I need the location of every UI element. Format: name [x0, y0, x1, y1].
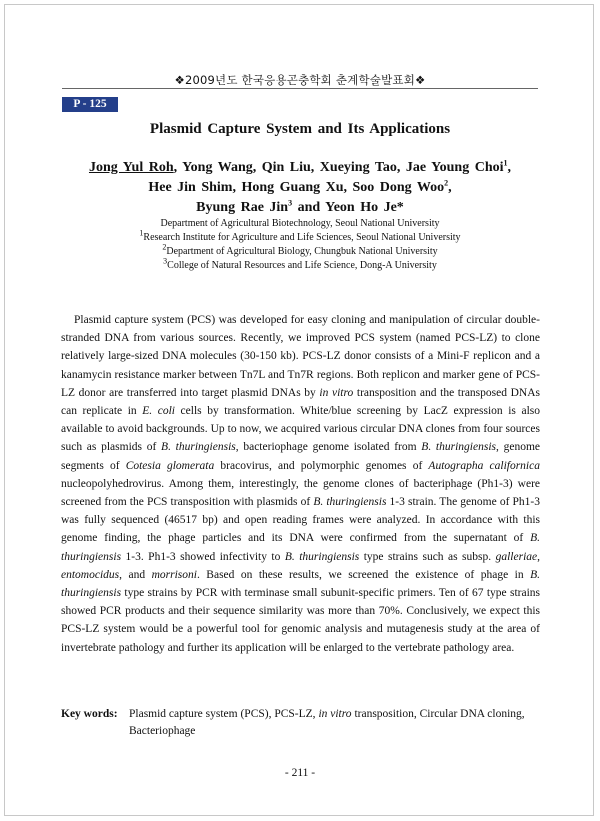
poster-number-badge: P - 125 — [62, 97, 118, 112]
author-list — [60, 158, 540, 218]
affiliation-0: Department of Agricultural Biotechnology, Seoul National University — [160, 218, 440, 229]
paper-title: Plasmid Capture System and Its Applications — [149, 121, 451, 137]
page-number: - 211 - — [284, 767, 316, 779]
affiliation-2: $^2$Department of Agricultural Biology, Chungbuk National University — [162, 242, 438, 257]
affiliation-1: $^1$Research Institute for Agriculture and Life Sciences, Seoul National University — [139, 228, 461, 243]
abstract-body: Plasmid capture system (PCS) was developed for easy cloning and manipulation of circular double-stranded DNA from various sources. Recently, we improved PCS system (named PCS-LZ) to clone relatively large-sized DNA molecules (30-150 kb). PCS-LZ donor consists of a Mini-F replicon and a kanamycin resistance marker between Tn7L and Tn7R regions. Both replicon and marker gene of PCS-LZ donor are transferred into target plasmid DNAs by in vitro transposition and the transposed DNAs can replicate in E. coli cells by transformation. White/blue screening by LacZ expression is also available to avoid backgrounds. Up to now, we acquired various circular DNA clones from four sources such as plasmids of B. thuringiensis, bacteriophage genome isolated from B. thuringiensis, genome segments of Cotesia glomerata bracovirus, and polymorphic genomes of Autographa californica nucleopolyhedrovirus. Among them, interestingly, the genome clones of bacteriphage (Ph1-3) were screened from the PCS transposition with plasmids of B. thuringiensis 1-3 strain. The genome of Ph1-3 was fully sequenced (46517 bp) and open reading frames were analyzed. In accordance with this genome finding, the phage particles and its DNA were confirmed from the supernatant of B. thuringiensis 1-3. Ph1-3 showed infectivity to B. thuringiensis type strains such as subsp. galleriae, entomocidus, and morrisoni. Based on these results, we screened the existence of phage in B. thuringiensis type strains by PCR with terminase small subunit-specific primers. Ten of 67 type strains showed PCR products and their sequence similarity was more than 70%. Conclusively, we expect this PCS-LZ system would be a powerful tool for genomic analysis and mutagenesis study at the area of invertebrate pathology and further its application will be enlarged to the vertebrate pathology area. — [61, 314, 541, 654]
affiliation-3: $^3$College of Natural Resources and Life Science, Dong-A University — [163, 256, 437, 271]
conference-header: ❖2009년도 한국응용곤충학회 춘계학술발표회❖ — [174, 73, 426, 87]
affiliation-list — [60, 217, 540, 273]
presenting-author: Jong Yul Roh — [88, 160, 174, 175]
author-line-1: Jong Yul Roh, Yong Wang, Qin Liu, Xueying Tao, Jae Young Choi$^1$, — [88, 158, 512, 175]
keywords-text: Plasmid capture system (PCS), PCS-LZ, in vitro transposition, Circular DNA cloning, Bacteriophage — [129, 708, 525, 737]
header-rule — [62, 88, 538, 89]
author-line-3: Byung Rae Jin$^3$ and Yeon Ho Je* — [196, 198, 404, 215]
author-line-2: Hee Jin Shim, Hong Guang Xu, Soo Dong Woo$^2$, — [148, 178, 452, 195]
keywords-label: Key words: — [61, 708, 118, 720]
